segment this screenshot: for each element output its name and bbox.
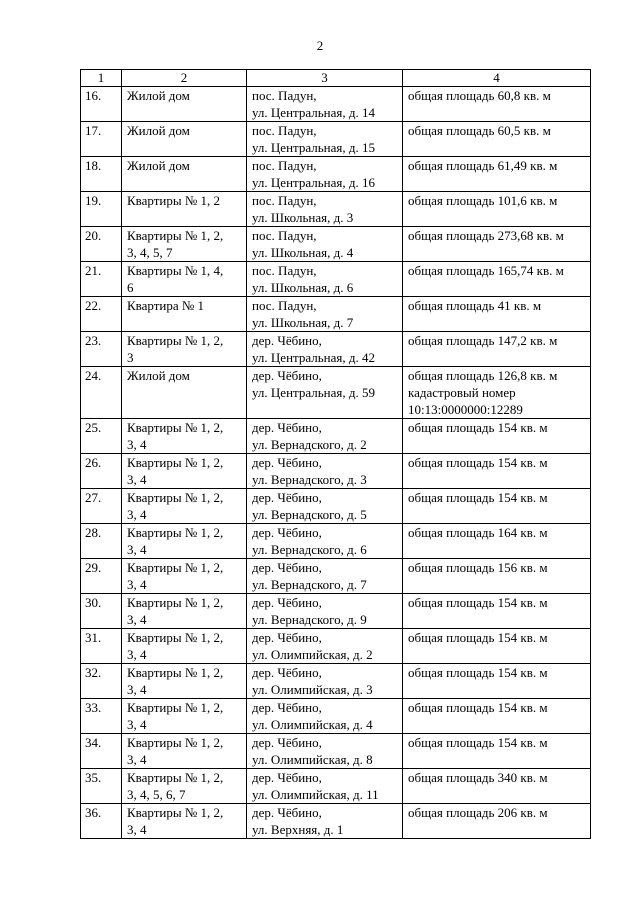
object-name-line: Квартиры № 1, 2, — [127, 420, 224, 435]
object-name — [122, 699, 247, 734]
object-info-line: общая площадь 154 кв. м — [408, 490, 548, 505]
object-name-line: Квартиры № 1, 2, — [127, 560, 224, 575]
object-info — [403, 332, 591, 367]
table-row — [81, 489, 591, 524]
object-info-line: общая площадь 340 кв. м — [408, 770, 548, 785]
object-address-line: дер. Чёбино, — [252, 735, 322, 750]
object-name-line: 3, 4 — [127, 507, 147, 522]
object-address — [247, 419, 403, 454]
object-address-line: ул. Школьная, д. 7 — [252, 315, 354, 330]
object-info-line: общая площадь 154 кв. м — [408, 420, 548, 435]
object-info-line: общая площадь 154 кв. м — [408, 630, 548, 645]
object-info-line: общая площадь 41 кв. м — [408, 298, 542, 313]
object-name-line: 3, 4 — [127, 472, 147, 487]
table-row — [81, 332, 591, 367]
object-address — [247, 87, 403, 122]
table-row — [81, 594, 591, 629]
column-header-4: 4 — [403, 70, 591, 87]
object-address — [247, 629, 403, 664]
object-address-line: дер. Чёбино, — [252, 420, 322, 435]
object-info — [403, 769, 591, 804]
object-address-line: ул. Вернадского, д. 3 — [252, 472, 367, 487]
table-row — [81, 804, 591, 839]
object-address-line: дер. Чёбино, — [252, 333, 322, 348]
object-address-line: ул. Верхняя, д. 1 — [252, 822, 344, 837]
object-address-line: ул. Школьная, д. 4 — [252, 245, 354, 260]
object-address — [247, 489, 403, 524]
table-row — [81, 699, 591, 734]
object-info-line: кадастровый номер — [408, 385, 516, 400]
object-info — [403, 559, 591, 594]
object-address — [247, 332, 403, 367]
object-info-line: общая площадь 156 кв. м — [408, 560, 548, 575]
object-info — [403, 489, 591, 524]
row-number: 28. — [81, 524, 122, 559]
object-address-line: дер. Чёбино, — [252, 525, 322, 540]
object-name — [122, 419, 247, 454]
object-name — [122, 454, 247, 489]
object-name-line: Квартиры № 1, 2, — [127, 805, 224, 820]
object-info-line: общая площадь 154 кв. м — [408, 735, 548, 750]
row-number: 18. — [81, 157, 122, 192]
object-info-line: общая площадь 154 кв. м — [408, 665, 548, 680]
object-name-line: Квартиры № 1, 2, — [127, 665, 224, 680]
object-info-line: 10:13:0000000:12289 — [408, 402, 523, 417]
object-name-line: Жилой дом — [127, 368, 190, 383]
object-address-line: ул. Школьная, д. 3 — [252, 210, 354, 225]
object-name-line: Квартиры № 1, 2, — [127, 630, 224, 645]
table-row — [81, 734, 591, 769]
object-info-line: общая площадь 126,8 кв. м — [408, 368, 558, 383]
object-name — [122, 664, 247, 699]
object-name — [122, 332, 247, 367]
object-name-line: Квартиры № 1, 2 — [127, 193, 221, 208]
table-row — [81, 297, 591, 332]
row-number: 20. — [81, 227, 122, 262]
object-info-line: общая площадь 165,74 кв. м — [408, 263, 564, 278]
object-address-line: ул. Центральная, д. 59 — [252, 385, 375, 400]
object-name — [122, 227, 247, 262]
object-name — [122, 297, 247, 332]
object-address — [247, 157, 403, 192]
object-address-line: пос. Падун, — [252, 193, 317, 208]
table-row — [81, 122, 591, 157]
object-name — [122, 629, 247, 664]
object-name-line: Квартира № 1 — [127, 298, 205, 313]
object-info — [403, 454, 591, 489]
object-name-line: 6 — [127, 280, 134, 295]
object-name-line: 3, 4 — [127, 822, 147, 837]
object-address-line: ул. Олимпийская, д. 3 — [252, 682, 373, 697]
object-address — [247, 262, 403, 297]
object-address-line: ул. Вернадского, д. 2 — [252, 437, 367, 452]
object-info — [403, 122, 591, 157]
table-row — [81, 454, 591, 489]
object-info — [403, 804, 591, 839]
object-name — [122, 734, 247, 769]
object-info-line: общая площадь 147,2 кв. м — [408, 333, 558, 348]
row-number: 17. — [81, 122, 122, 157]
object-address-line: пос. Падун, — [252, 228, 317, 243]
object-name-line: 3, 4, 5, 7 — [127, 245, 173, 260]
row-number: 35. — [81, 769, 122, 804]
object-name-line: 3, 4 — [127, 682, 147, 697]
object-name — [122, 489, 247, 524]
property-table — [80, 69, 591, 839]
object-address — [247, 734, 403, 769]
column-header-2: 2 — [122, 70, 247, 87]
object-name — [122, 122, 247, 157]
object-address — [247, 524, 403, 559]
page-number: 2 — [316, 38, 324, 53]
object-name — [122, 594, 247, 629]
object-name-line: Квартиры № 1, 2, — [127, 455, 224, 470]
object-info — [403, 262, 591, 297]
object-address-line: пос. Падун, — [252, 263, 317, 278]
object-address — [247, 227, 403, 262]
table-row — [81, 559, 591, 594]
object-name-line: 3, 4 — [127, 647, 147, 662]
object-name — [122, 157, 247, 192]
row-number: 30. — [81, 594, 122, 629]
object-address-line: дер. Чёбино, — [252, 770, 322, 785]
object-address — [247, 454, 403, 489]
object-address-line: пос. Падун, — [252, 158, 317, 173]
object-name-line: Квартиры № 1, 2, — [127, 490, 224, 505]
object-address-line: ул. Школьная, д. 6 — [252, 280, 354, 295]
object-info — [403, 664, 591, 699]
object-address-line: дер. Чёбино, — [252, 595, 322, 610]
object-address-line: ул. Центральная, д. 14 — [252, 105, 375, 120]
object-address-line: ул. Вернадского, д. 5 — [252, 507, 367, 522]
table-row — [81, 769, 591, 804]
object-name — [122, 524, 247, 559]
object-address — [247, 699, 403, 734]
row-number: 19. — [81, 192, 122, 227]
object-address-line: ул. Олимпийская, д. 11 — [252, 787, 379, 802]
object-address-line: ул. Центральная, д. 15 — [252, 140, 375, 155]
object-address — [247, 122, 403, 157]
object-name — [122, 192, 247, 227]
table-row — [81, 419, 591, 454]
object-address-line: ул. Центральная, д. 42 — [252, 350, 375, 365]
object-name-line: 3, 4 — [127, 752, 147, 767]
object-name-line: 3, 4 — [127, 612, 147, 627]
object-address — [247, 297, 403, 332]
table-header — [81, 70, 591, 87]
object-address-line: ул. Олимпийская, д. 2 — [252, 647, 373, 662]
object-address-line: дер. Чёбино, — [252, 560, 322, 575]
object-address-line: ул. Олимпийская, д. 4 — [252, 717, 373, 732]
row-number: 21. — [81, 262, 122, 297]
object-name-line: Квартиры № 1, 2, — [127, 228, 224, 243]
object-info-line: общая площадь 154 кв. м — [408, 595, 548, 610]
object-address — [247, 664, 403, 699]
object-address-line: пос. Падун, — [252, 88, 317, 103]
object-name-line: 3, 4 — [127, 577, 147, 592]
object-name-line: 3, 4 — [127, 717, 147, 732]
object-name-line: Жилой дом — [127, 88, 190, 103]
object-address-line: дер. Чёбино, — [252, 700, 322, 715]
object-address-line: ул. Вернадского, д. 9 — [252, 612, 367, 627]
header-row — [81, 70, 591, 87]
table-row — [81, 367, 591, 419]
row-number: 22. — [81, 297, 122, 332]
table-row — [81, 262, 591, 297]
object-info-line: общая площадь 61,49 кв. м — [408, 158, 558, 173]
row-number: 34. — [81, 734, 122, 769]
row-number: 27. — [81, 489, 122, 524]
object-address-line: дер. Чёбино, — [252, 805, 322, 820]
row-number: 24. — [81, 367, 122, 419]
object-name-line: Квартиры № 1, 2, — [127, 770, 224, 785]
row-number: 31. — [81, 629, 122, 664]
object-address-line: дер. Чёбино, — [252, 490, 322, 505]
object-name-line: Квартиры № 1, 2, — [127, 333, 224, 348]
object-address-line: пос. Падун, — [252, 123, 317, 138]
object-info-line: общая площадь 60,5 кв. м — [408, 123, 551, 138]
object-address-line: ул. Вернадского, д. 7 — [252, 577, 367, 592]
object-name — [122, 804, 247, 839]
object-info — [403, 227, 591, 262]
column-header-1: 1 — [81, 70, 122, 87]
object-name-line: 3, 4 — [127, 542, 147, 557]
row-number: 25. — [81, 419, 122, 454]
object-info-line: общая площадь 154 кв. м — [408, 455, 548, 470]
object-address-line: дер. Чёбино, — [252, 368, 322, 383]
object-name-line: Квартиры № 1, 4, — [127, 263, 224, 278]
object-address-line: ул. Вернадского, д. 6 — [252, 542, 367, 557]
object-name-line: Квартиры № 1, 2, — [127, 735, 224, 750]
object-info — [403, 524, 591, 559]
object-info — [403, 367, 591, 419]
object-name — [122, 367, 247, 419]
object-info-line: общая площадь 273,68 кв. м — [408, 228, 564, 243]
row-number: 26. — [81, 454, 122, 489]
table-body — [81, 87, 591, 839]
object-info — [403, 594, 591, 629]
table-row — [81, 87, 591, 122]
table-row — [81, 227, 591, 262]
object-info — [403, 297, 591, 332]
object-address — [247, 559, 403, 594]
object-name-line: Квартиры № 1, 2, — [127, 700, 224, 715]
object-info — [403, 699, 591, 734]
table-row — [81, 629, 591, 664]
object-name-line: Жилой дом — [127, 123, 190, 138]
table-row — [81, 192, 591, 227]
object-name — [122, 559, 247, 594]
object-address — [247, 804, 403, 839]
object-address-line: дер. Чёбино, — [252, 630, 322, 645]
object-info-line: общая площадь 154 кв. м — [408, 700, 548, 715]
object-info-line: общая площадь 206 кв. м — [408, 805, 548, 820]
object-info — [403, 87, 591, 122]
object-name-line: 3 — [127, 350, 134, 365]
row-number: 36. — [81, 804, 122, 839]
object-address — [247, 367, 403, 419]
object-info — [403, 157, 591, 192]
table-row — [81, 664, 591, 699]
object-address-line: ул. Центральная, д. 16 — [252, 175, 375, 190]
table-row — [81, 524, 591, 559]
object-name-line: Квартиры № 1, 2, — [127, 525, 224, 540]
object-info — [403, 629, 591, 664]
object-name-line: 3, 4 — [127, 437, 147, 452]
table-row — [81, 157, 591, 192]
object-address-line: ул. Олимпийская, д. 8 — [252, 752, 373, 767]
object-info-line: общая площадь 60,8 кв. м — [408, 88, 551, 103]
object-name — [122, 87, 247, 122]
object-address — [247, 192, 403, 227]
row-number: 32. — [81, 664, 122, 699]
row-number: 29. — [81, 559, 122, 594]
object-info-line: общая площадь 164 кв. м — [408, 525, 548, 540]
object-address-line: дер. Чёбино, — [252, 455, 322, 470]
object-address-line: пос. Падун, — [252, 298, 317, 313]
object-name-line: 3, 4, 5, 6, 7 — [127, 787, 186, 802]
object-address — [247, 769, 403, 804]
object-name-line: Жилой дом — [127, 158, 190, 173]
object-name-line: Квартиры № 1, 2, — [127, 595, 224, 610]
row-number: 23. — [81, 332, 122, 367]
column-header-3: 3 — [247, 70, 403, 87]
object-info — [403, 192, 591, 227]
object-info-line: общая площадь 101,6 кв. м — [408, 193, 558, 208]
object-address-line: дер. Чёбино, — [252, 665, 322, 680]
object-info — [403, 419, 591, 454]
row-number: 33. — [81, 699, 122, 734]
object-address — [247, 594, 403, 629]
object-name — [122, 262, 247, 297]
object-info — [403, 734, 591, 769]
row-number: 16. — [81, 87, 122, 122]
object-name — [122, 769, 247, 804]
